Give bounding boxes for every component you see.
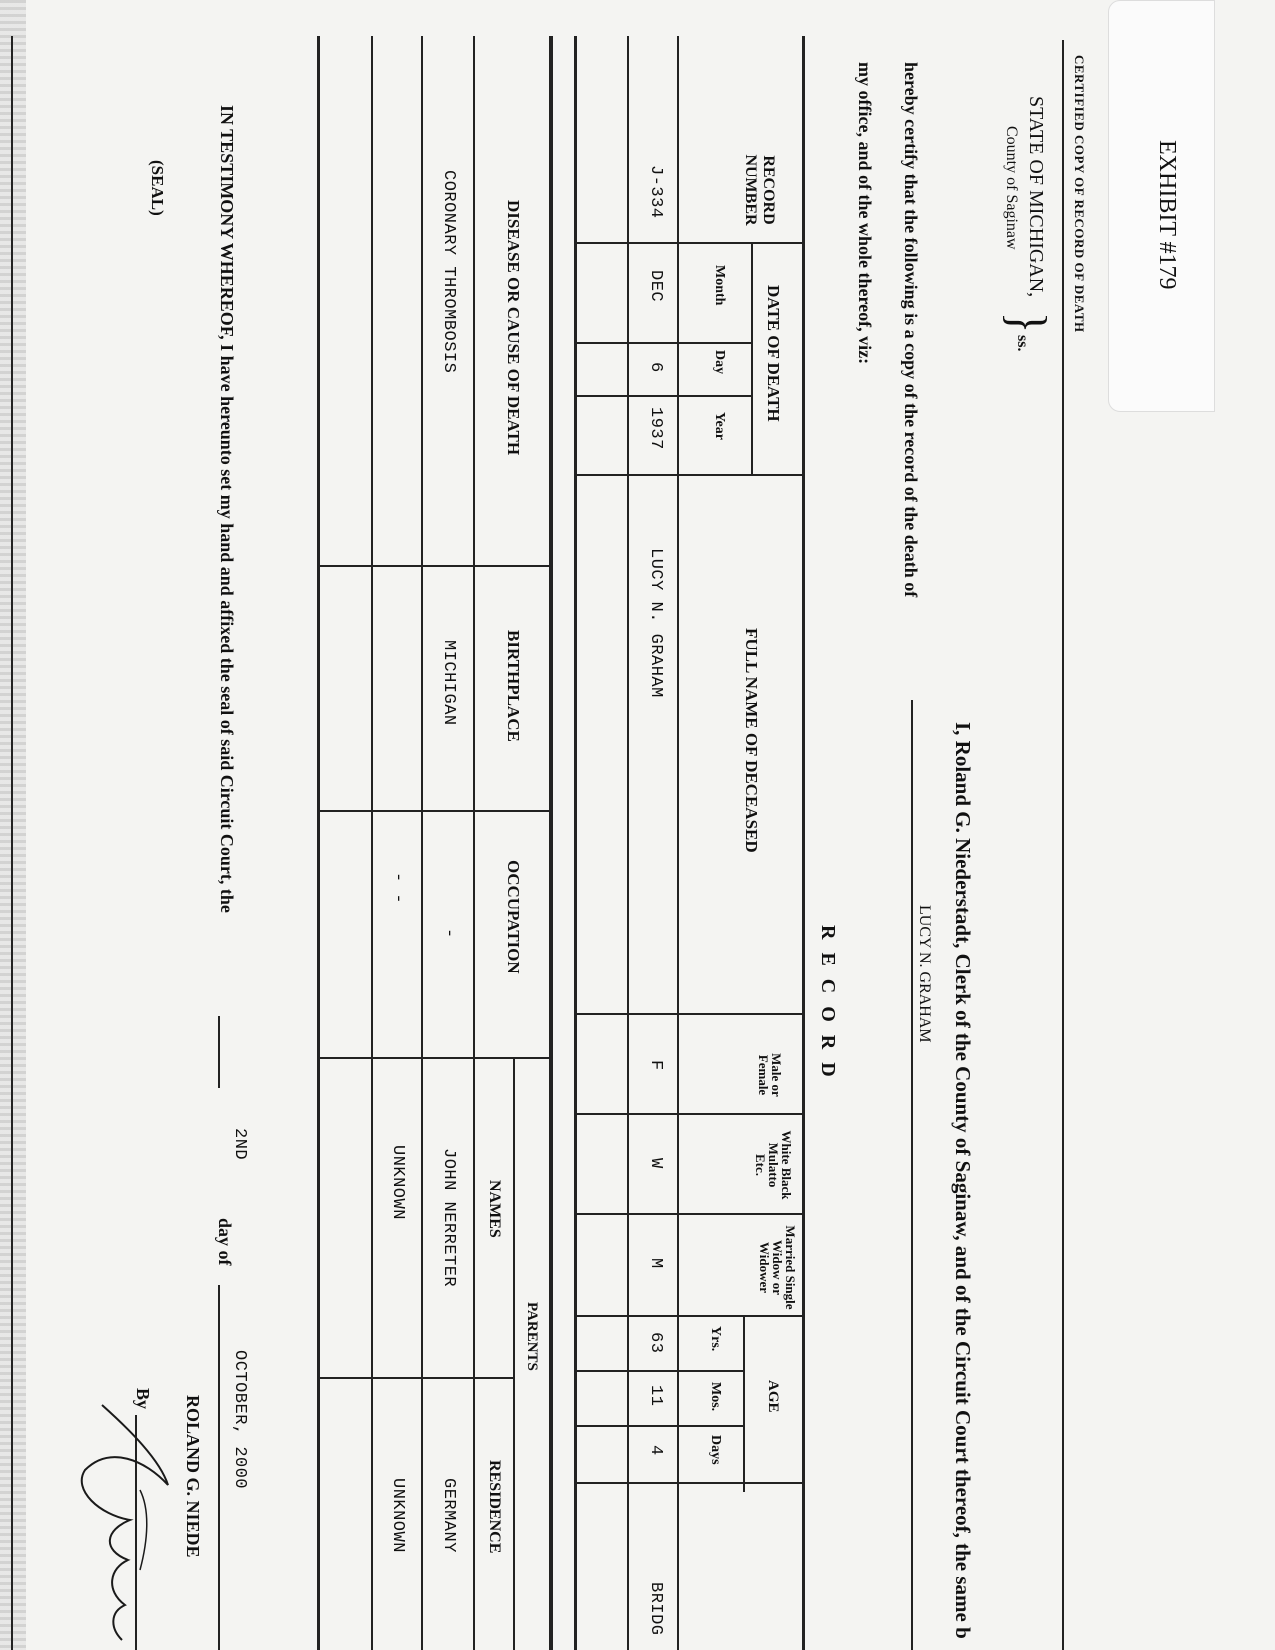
col-div-name-left (575, 474, 803, 476)
month-value: DEC (646, 270, 665, 303)
testimony-day-of: day of (215, 1218, 235, 1266)
col-div-names-residence (319, 1377, 515, 1379)
signer-name: ROLAND G. NIEDE (183, 1395, 203, 1558)
mos-header: Mos. (708, 1382, 723, 1412)
occupation-value-2: - - (388, 872, 407, 905)
record-number-header (741, 150, 777, 230)
certification-line-1: I, Roland G. Niederstadt, Clerk of the County of Saginaw, and of the Circuit Court thereof, the same b (951, 722, 975, 1639)
col-div-mos-days (575, 1425, 745, 1427)
age-mos-value: 11 (646, 1385, 665, 1407)
table-bottom-rule (317, 36, 320, 1650)
handwritten-signature (65, 1390, 180, 1650)
col-div-cause-birthplace (319, 565, 551, 567)
testimony-day-value: 2ND (230, 1128, 249, 1161)
record-heading: R E C O R D (817, 925, 839, 1081)
race-header: White Black Mulatto Etc. (753, 1130, 794, 1200)
state-label: STATE OF MICHIGAN, (1025, 96, 1047, 298)
marital-header: Married Single Widow or Widower (757, 1225, 798, 1310)
cause-value: CORONARY THROMBOSIS (439, 170, 458, 374)
days-header: Days (708, 1435, 723, 1465)
bridge-partial-value: BRIDG (646, 1582, 665, 1636)
col-div-name-right (575, 1013, 803, 1015)
certification-line-3: my office, and of the whole thereof, viz: (855, 62, 875, 365)
testimony-text: IN TESTIMONY WHEREOF, I have hereunto set my hand and affixed the seal of said Circuit Court, the (217, 105, 237, 913)
deceased-name-filled: LUCY N. GRAHAM (916, 905, 933, 1043)
date-of-death-header: DATE OF DEATH (764, 285, 783, 422)
header-divider (677, 36, 679, 1650)
parent-residence-1: GERMANY (439, 1478, 458, 1553)
ss-label: ss. (1014, 335, 1031, 352)
table-top-rule (802, 36, 805, 1650)
testimony-month-rule (219, 1285, 221, 1650)
parent-name-2: UNKNOWN (388, 1145, 407, 1220)
parents-header: PARENTS (524, 1302, 540, 1371)
col-div-sex-race (575, 1113, 803, 1115)
testimony-day-rule (219, 1016, 221, 1088)
sex-value: F (646, 1060, 665, 1071)
form-title: CERTIFIED COPY OF RECORD OF DEATH (1072, 55, 1087, 333)
col-div-yrs-mos (575, 1370, 745, 1372)
county-label: County of Saginaw (1003, 126, 1020, 250)
parent-residence-2: UNKNOWN (388, 1478, 407, 1553)
age-yrs-value: 63 (646, 1332, 665, 1354)
parents-subheader-rule (514, 1057, 516, 1650)
col-div-date-left (575, 242, 803, 244)
month-header: Month (712, 265, 727, 306)
certification-line-2: hereby certify that the following is a copy of the record of the death of (901, 62, 921, 598)
birthplace-value: MICHIGAN (439, 640, 458, 726)
page-edge-rule (11, 36, 13, 1650)
seal-label: (SEAL) (148, 160, 167, 216)
occupation-header: OCCUPATION (504, 860, 523, 974)
occupation-value-1: - (439, 928, 458, 939)
col-div-race-marital (575, 1213, 803, 1215)
row-rule-1 (627, 36, 629, 1650)
marital-value: M (646, 1258, 665, 1269)
exhibit-label: EXHIBIT #179 (1154, 140, 1180, 290)
second-header-divider (473, 36, 475, 1650)
date-subheader-rule (752, 242, 754, 474)
residence-header: RESIDENCE (486, 1460, 503, 1554)
row-rule-4 (371, 36, 373, 1650)
record-number-value: J-334 (646, 165, 665, 219)
testimony-month-year-value: OCTOBER, 2000 (230, 1350, 249, 1490)
year-header: Year (712, 412, 727, 440)
name-fill-rule (912, 700, 914, 1650)
age-subheader-rule (744, 1315, 746, 1492)
col-div-occupation-parents (319, 1057, 551, 1059)
day-header: Day (712, 350, 727, 375)
by-label: By (133, 1388, 153, 1410)
day-value: 6 (646, 362, 665, 373)
age-header: AGE (765, 1380, 781, 1413)
ss-bracket: } (998, 312, 1057, 334)
race-value: W (646, 1158, 665, 1169)
birthplace-header: BIRTHPLACE (504, 630, 523, 742)
table-middle-rule (549, 36, 553, 1650)
col-div-marital-age (575, 1315, 803, 1317)
col-div-age-right (575, 1482, 803, 1484)
row-rule-3 (421, 36, 423, 1650)
year-value: 1937 (646, 407, 665, 450)
full-name-header: FULL NAME OF DECEASED (742, 628, 761, 853)
col-div-birthplace-occupation (319, 810, 551, 812)
yrs-header: Yrs. (708, 1326, 723, 1352)
row-rule-2 (574, 36, 577, 1650)
names-header: NAMES (486, 1180, 503, 1238)
col-div-month-day (575, 342, 753, 344)
full-name-value: LUCY N. GRAHAM (646, 548, 665, 698)
title-rule (1062, 40, 1064, 1650)
record-number-header-text: RECORD NUMBER (742, 154, 777, 226)
cause-header: DISEASE OR CAUSE OF DEATH (504, 200, 523, 456)
col-div-day-year (575, 395, 753, 397)
parent-name-1: JOHN NERRETER (439, 1148, 458, 1288)
age-days-value: 4 (646, 1445, 665, 1456)
sex-header: Male or Female (756, 1053, 784, 1097)
